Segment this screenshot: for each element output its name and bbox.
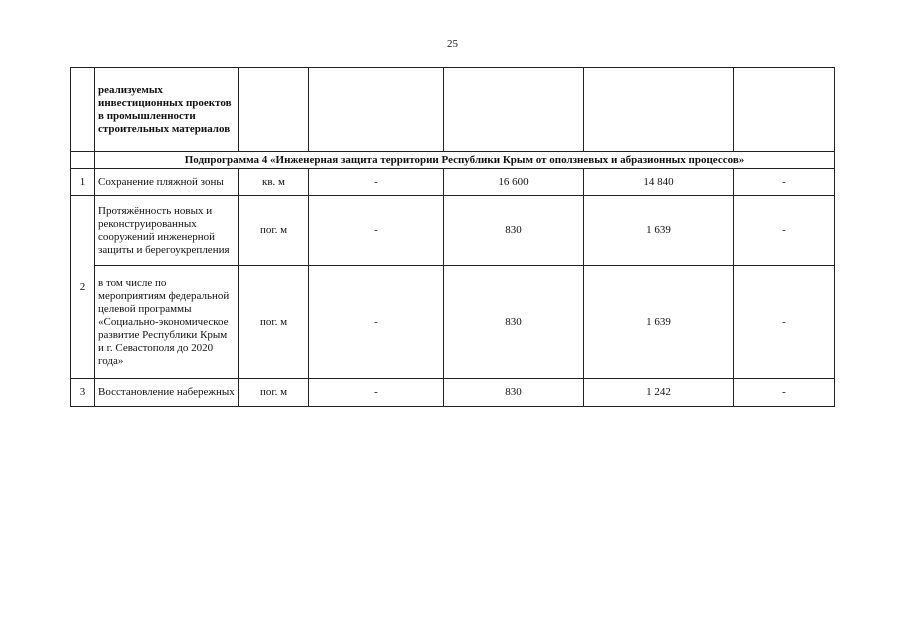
- table-row: [71, 169, 835, 196]
- value-cell: 830: [444, 196, 584, 266]
- unit-cell: пог. м: [239, 379, 309, 407]
- value-cell: 1 242: [584, 379, 734, 407]
- row-number-cell: [71, 152, 95, 169]
- unit-cell: [239, 68, 309, 152]
- row-number-cell: [71, 68, 95, 152]
- row-number-cell: 1: [71, 169, 95, 196]
- subprogram-row: [71, 152, 835, 169]
- unit-cell: пог. м: [239, 266, 309, 379]
- value-cell: -: [309, 196, 444, 266]
- row-number-cell: 3: [71, 379, 95, 407]
- unit-cell: кв. м: [239, 169, 309, 196]
- value-cell: -: [734, 266, 835, 379]
- value-cell: -: [309, 379, 444, 407]
- value-cell: -: [309, 266, 444, 379]
- table-row: [71, 379, 835, 407]
- value-cell: -: [734, 196, 835, 266]
- row-number-cell: 2: [71, 196, 95, 379]
- indicator-name-cell: реализуемых инвестиционных проектов в промышленности строительных материалов: [95, 68, 239, 152]
- subprogram-title: Подпрограмма 4 «Инженерная защита территории Республики Крым от оползневых и абразионных процессов»: [95, 152, 835, 169]
- value-cell: [734, 68, 835, 152]
- indicator-name-cell: в том числе по мероприятиям федеральной целевой программы «Социально-экономическое развитие Республики Крым и г. Севастополя до 2020 года»: [95, 266, 239, 379]
- value-cell: -: [734, 379, 835, 407]
- indicators-table: [70, 67, 835, 407]
- table-row-continued: [71, 68, 835, 152]
- table-row: [71, 196, 835, 266]
- value-cell: [444, 68, 584, 152]
- page-number: 25: [447, 38, 458, 50]
- value-cell: 14 840: [584, 169, 734, 196]
- value-cell: 830: [444, 266, 584, 379]
- unit-cell: пог. м: [239, 196, 309, 266]
- value-cell: 16 600: [444, 169, 584, 196]
- value-cell: -: [734, 169, 835, 196]
- value-cell: [584, 68, 734, 152]
- value-cell: 830: [444, 379, 584, 407]
- value-cell: 1 639: [584, 196, 734, 266]
- indicator-name-cell: Сохранение пляжной зоны: [95, 169, 239, 196]
- value-cell: [309, 68, 444, 152]
- value-cell: -: [309, 169, 444, 196]
- table-row: [71, 266, 835, 379]
- value-cell: 1 639: [584, 266, 734, 379]
- indicator-name-cell: Протяжённость новых и реконструированных сооружений инженерной защиты и берегоукрепления: [95, 196, 239, 266]
- indicator-name-cell: Восстановление набережных: [95, 379, 239, 407]
